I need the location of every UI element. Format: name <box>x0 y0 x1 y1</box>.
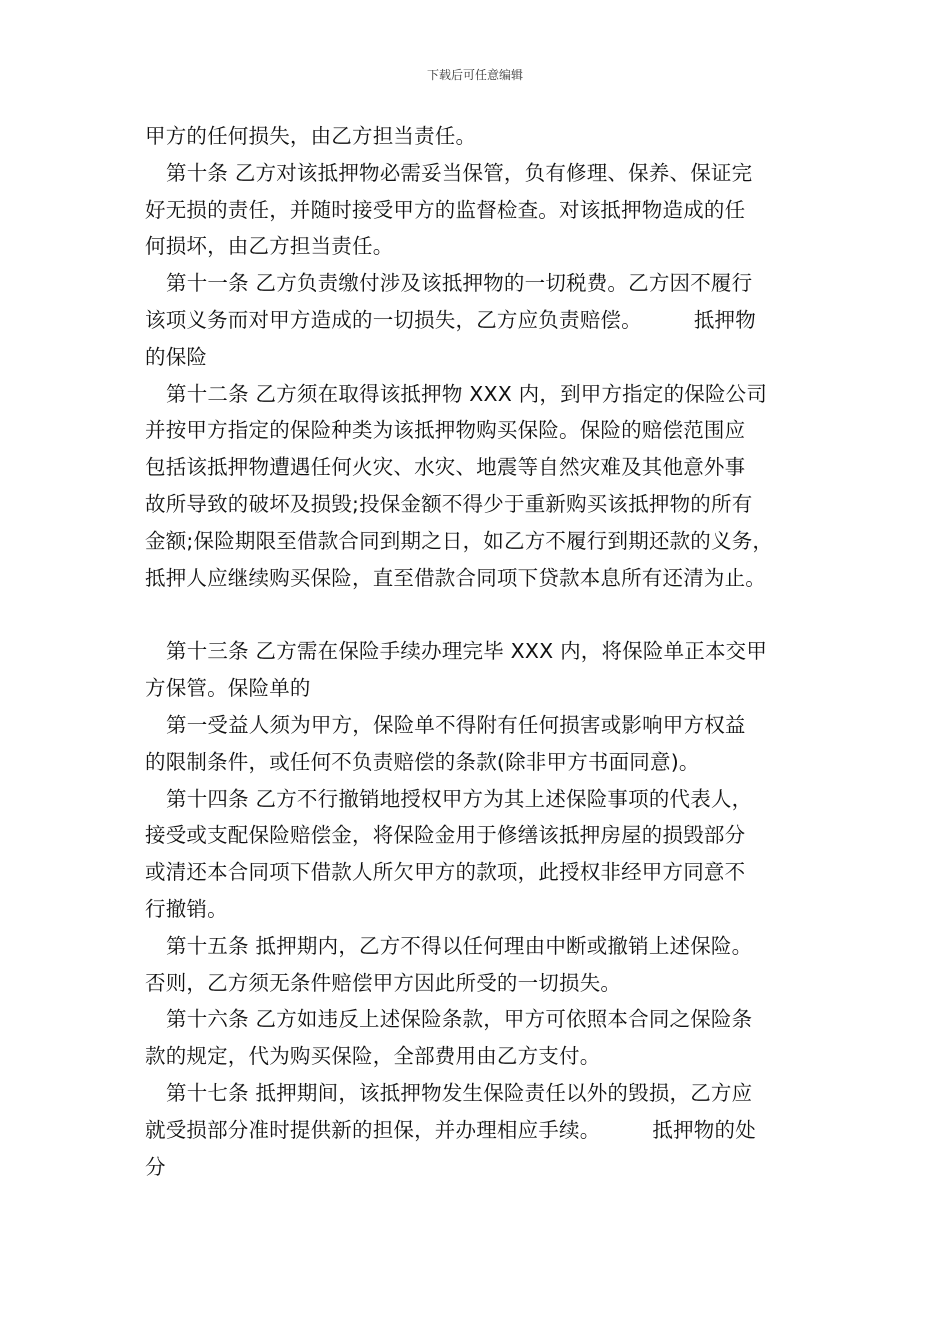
text-line: 的保险 <box>145 344 208 369</box>
text-line: 故所导致的破坏及损毁;投保金额不得少于重新购买该抵押物的所有 <box>145 491 753 516</box>
text-line: 接受或支配保险赔偿金，将保险金用于修缮该抵押房屋的损毁部分 <box>145 823 746 848</box>
text-line: 分 <box>145 1154 166 1179</box>
text-line: 好无损的责任，并随时接受甲方的监督检查。对该抵押物造成的任 <box>145 197 746 222</box>
text-line: 何损坏，由乙方担当责任。 <box>145 234 394 259</box>
text-line: 第十条 乙方对该抵押物必需妥当保管，负有修理、保养、保证完 <box>166 160 753 185</box>
page-header: 下载后可任意编辑 <box>426 68 523 82</box>
text-line-with-heading <box>145 1112 825 1149</box>
text-line: 的限制条件，或任何不负责赔偿的条款(除非甲方书面同意)。 <box>145 749 700 774</box>
text-line: 该项义务而对甲方造成的一切损失，乙方应负责赔偿。 <box>145 307 642 332</box>
text-line: 并按甲方指定的保险种类为该抵押物购买保险。保险的赔偿范围应 <box>145 418 746 443</box>
text-line: 第十七条 抵押期间，该抵押物发生保险责任以外的毁损，乙方应 <box>166 1080 753 1105</box>
section-heading-insurance: 抵押物 <box>693 307 756 332</box>
text-line: 就受损部分准时提供新的担保，并办理相应手续。 <box>145 1117 601 1142</box>
text-line: 第十五条 抵押期内，乙方不得以任何理由中断或撤销上述保险。 <box>166 933 753 958</box>
text-line: 方保管。保险单的 <box>145 676 311 701</box>
text-line: 行撤销。 <box>145 896 228 921</box>
text-line: 或清还本合同项下借款人所欠甲方的款项，此授权非经甲方同意不 <box>145 860 746 885</box>
text-line: 包括该抵押物遭遇任何火灾、水灾、地震等自然灾难及其他意外事 <box>145 455 746 480</box>
text-line: 否则，乙方须无条件赔偿甲方因此所受的一切损失。 <box>145 970 622 995</box>
text-line: 款的规定，代为购买保险，全部费用由乙方支付。 <box>145 1044 601 1069</box>
text-line: 第十六条 乙方如违反上述保险条款，甲方可依照本合同之保险条 <box>166 1007 753 1032</box>
text-line: 第一受益人须为甲方，保险单不得附有任何损害或影响甲方权益 <box>166 712 746 737</box>
text-line: 第十三条 乙方需在保险手续办理完毕 XXX 内，将保险单正本交甲 <box>166 639 768 664</box>
text-line: 抵押人应继续购买保险，直至借款合同项下贷款本息所有还清为止。 <box>145 565 766 590</box>
document-body <box>145 118 825 1185</box>
text-line: 金额;保险期限至借款合同到期之日，如乙方不履行到期还款的义务， <box>145 528 774 553</box>
text-line: 第十二条 乙方须在取得该抵押物 XXX 内，到甲方指定的保险公司 <box>166 381 768 406</box>
text-line-with-heading <box>145 302 825 339</box>
section-heading-disposal: 抵押物的处 <box>652 1117 756 1142</box>
blank-line <box>145 596 825 633</box>
text-line: 第十一条 乙方负责缴付涉及该抵押物的一切税费。乙方因不履行 <box>166 271 753 296</box>
text-line: 第十四条 乙方不行撤销地授权甲方为其上述保险事项的代表人， <box>166 786 753 811</box>
text-line: 甲方的任何损失，由乙方担当责任。 <box>145 124 477 148</box>
